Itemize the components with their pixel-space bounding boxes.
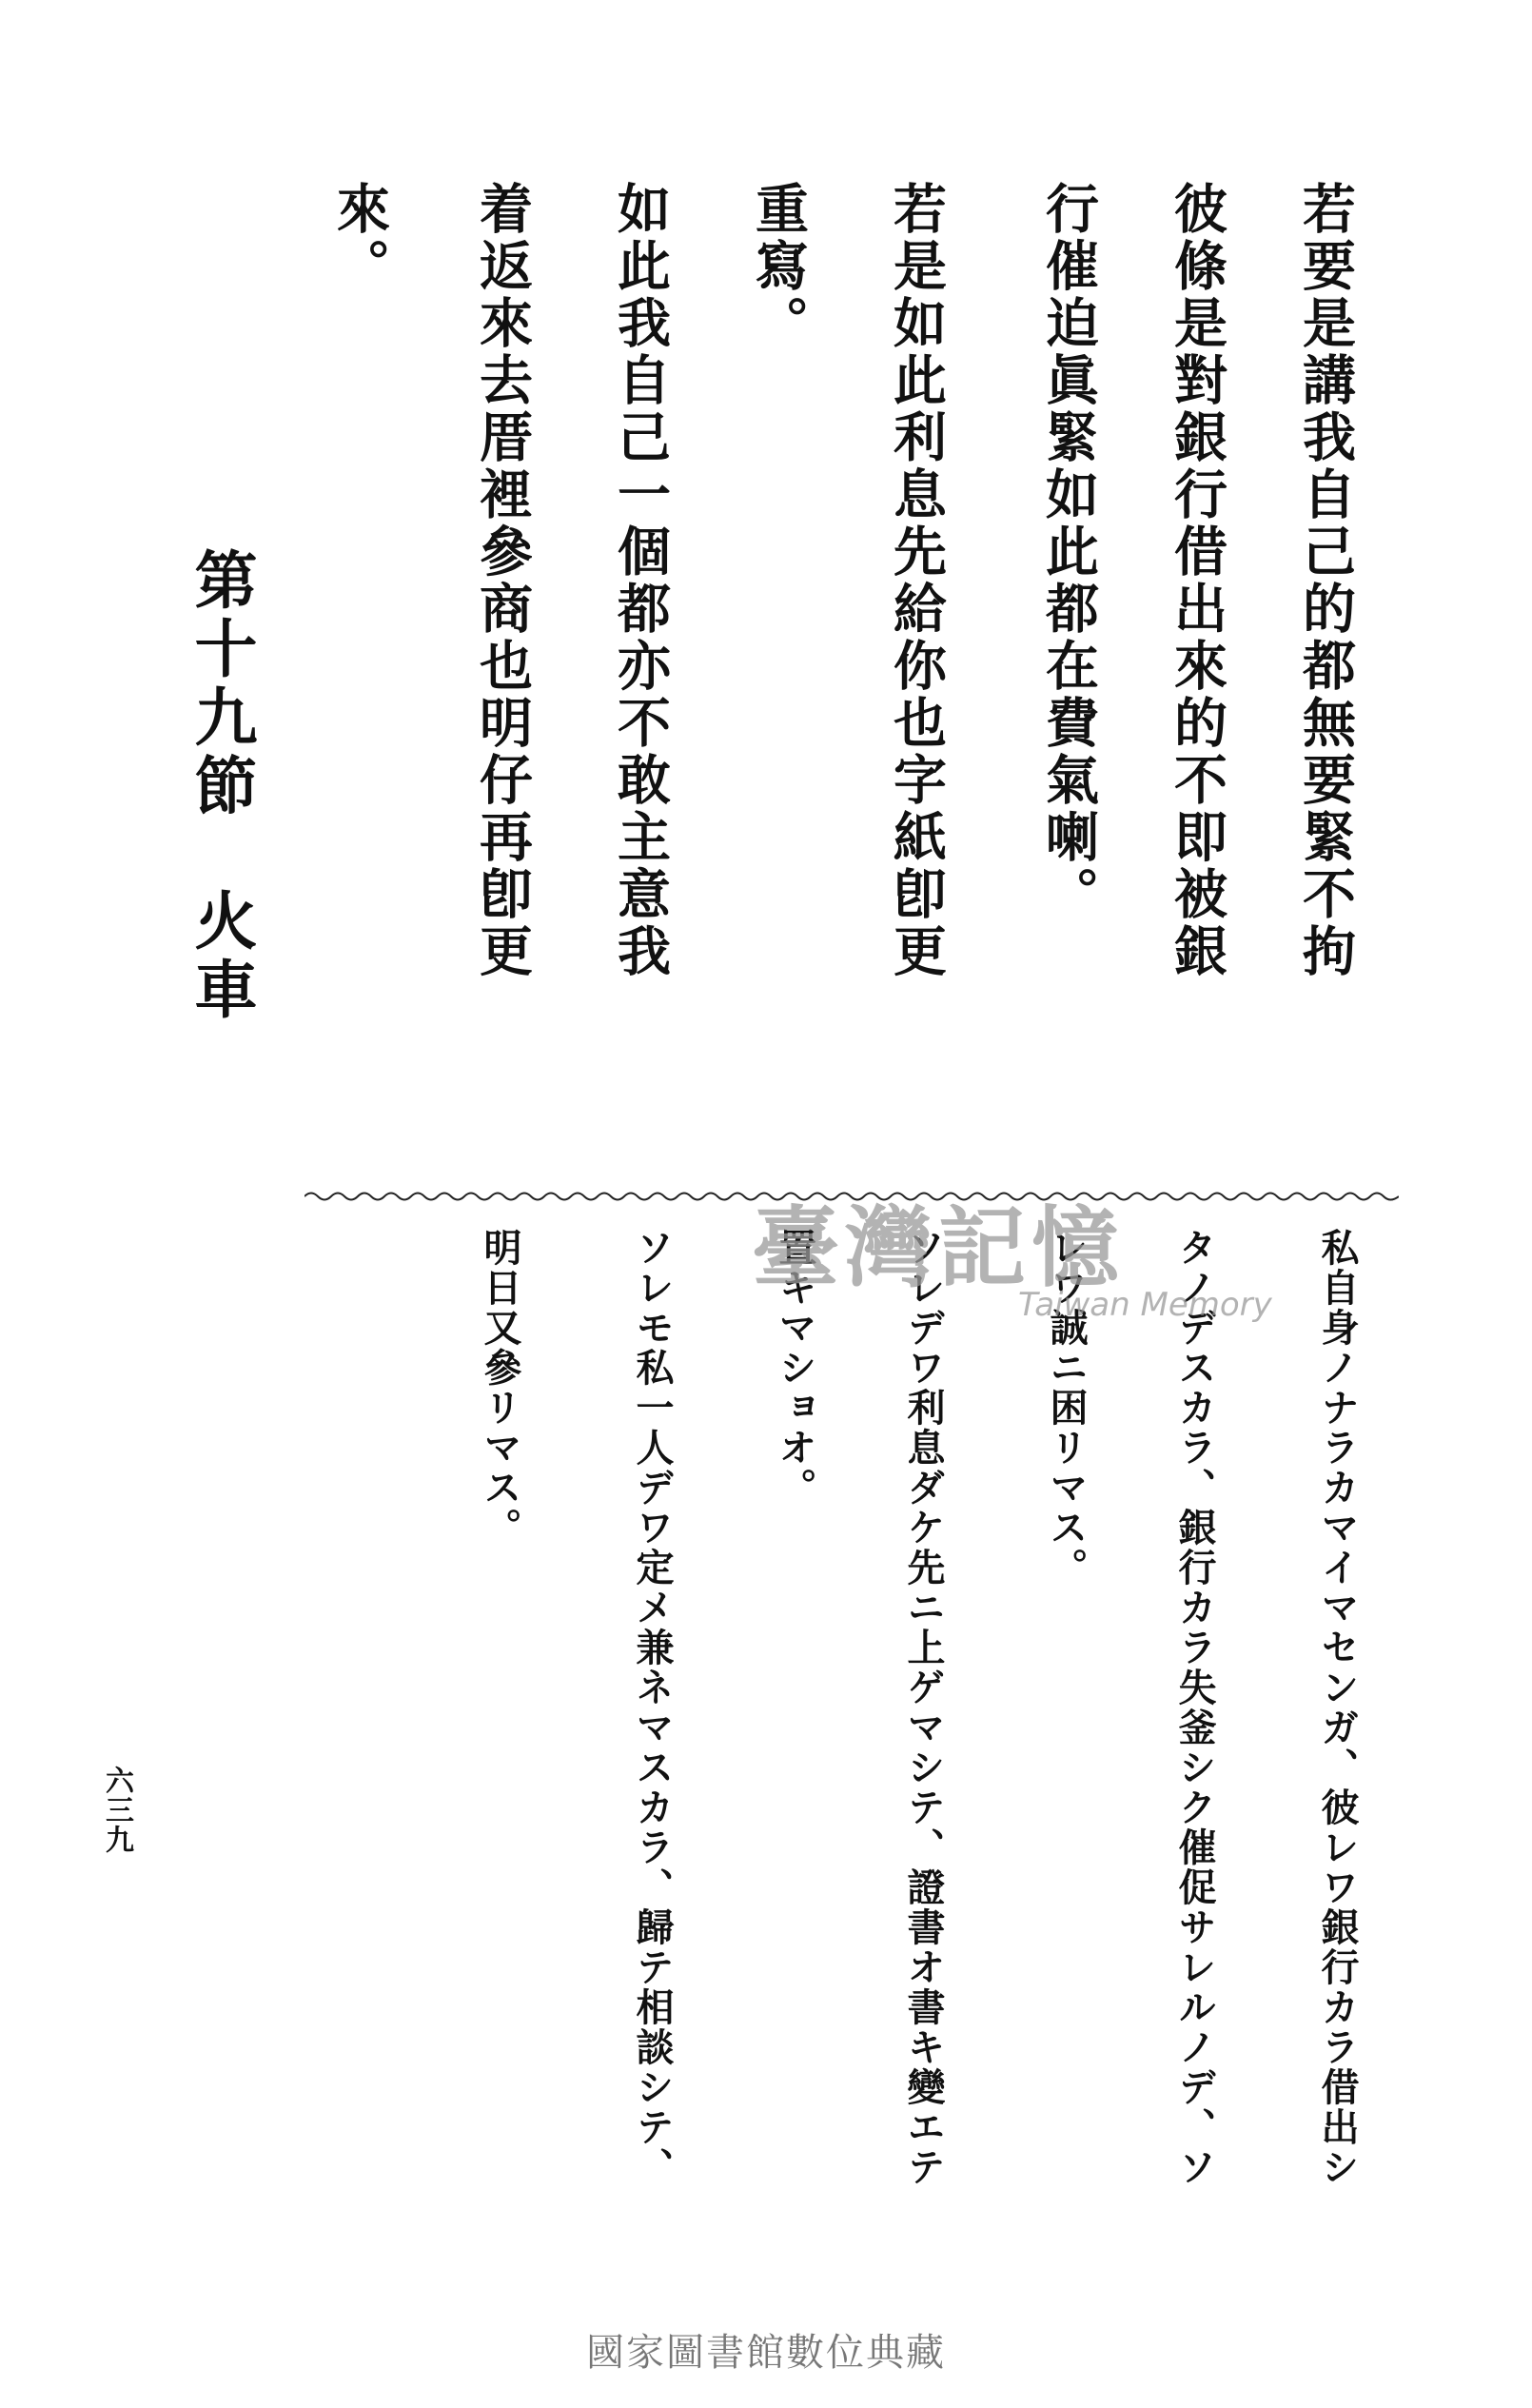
japanese-column-1: 私自身ノナラカマイマセンガ、彼レワ銀行カラ借出シ bbox=[1315, 1228, 1360, 2187]
taiwanese-column-3: 行催迫眞緊如此都在費氣喇。 bbox=[1037, 181, 1100, 923]
section-title: 第十九節 bbox=[184, 547, 258, 821]
watermark-main-text: 臺灣記憶 bbox=[752, 1196, 1126, 1299]
section-subject: 火車 bbox=[184, 888, 258, 1025]
footer-collection-label: 國家圖書館數位典藏 bbox=[586, 2331, 946, 2375]
taiwanese-column-1: 若要是講我自己的都無要緊不拘 bbox=[1294, 181, 1357, 980]
japanese-column-4: ソレデワ利息ダケ先ニ上ゲマシテ、證書オ書キ變エテ bbox=[901, 1228, 946, 2187]
taiwanese-column-8: 來。 bbox=[328, 181, 391, 295]
taiwanese-column-7: 着返來去厝裡參商也明仔再卽更 bbox=[471, 181, 534, 980]
taiwanese-column-4: 若是如此利息先給你也字紙卽更 bbox=[885, 181, 948, 980]
taiwanese-column-5: 重寫。 bbox=[747, 181, 810, 352]
library-watermark bbox=[752, 1196, 1272, 1366]
taiwanese-column-2: 彼條是對銀行借出來的不即被銀 bbox=[1166, 181, 1228, 980]
japanese-column-2: タノデスカラ、銀行カラ失釜シク催促サレルノデ、ソ bbox=[1172, 1228, 1217, 2187]
japanese-column-6: ソレモ私一人デワ定メ兼ネマスカラ、歸テ相談シテ、 bbox=[630, 1228, 675, 2187]
japanese-column-3: レワ誠ニ困リマス。 bbox=[1044, 1228, 1089, 1588]
section-heading bbox=[176, 547, 266, 1025]
japanese-column-5: 置キマショオ。 bbox=[773, 1228, 817, 1508]
taiwanese-column-6: 如此我自己一個都亦不敢主意我 bbox=[609, 181, 672, 980]
watermark-sub-text: Taiwan Memory bbox=[1018, 1286, 1272, 1324]
page-number: 六三九 bbox=[100, 1766, 133, 1854]
japanese-column-7: 明日又參リマス。 bbox=[478, 1228, 522, 1548]
